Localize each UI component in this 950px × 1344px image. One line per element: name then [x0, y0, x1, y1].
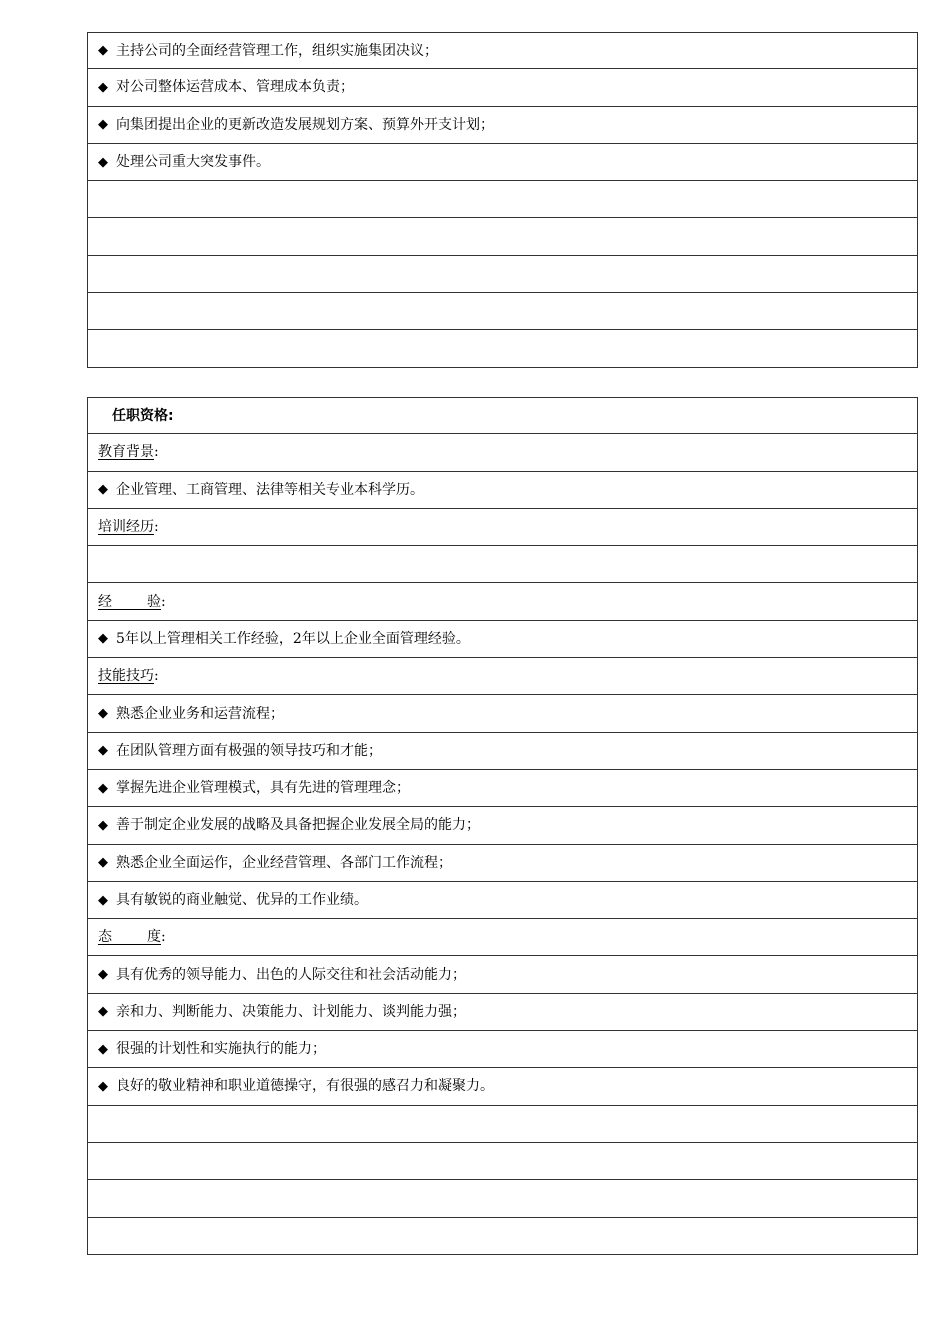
- diamond-bullet-icon: ◆: [98, 855, 108, 871]
- skill-text: 具有敏锐的商业触觉、优异的工作业绩。: [116, 892, 368, 908]
- skill-row: [87, 845, 918, 882]
- duty-row: [87, 32, 918, 69]
- qualifications-heading: 任职资格:: [87, 397, 918, 434]
- empty-row: [87, 330, 918, 367]
- skill-text: 善于制定企业发展的战略及具备把握企业发展全局的能力；: [116, 817, 480, 834]
- education-row: [87, 472, 918, 509]
- diamond-bullet-icon: ◆: [98, 1041, 108, 1057]
- duty-text: 主持公司的全面经营管理工作，组织实施集团决议；: [116, 42, 438, 59]
- attitude-text: 亲和力、判断能力、决策能力、计划能力、谈判能力强；: [116, 1003, 466, 1020]
- diamond-bullet-icon: ◆: [98, 817, 108, 833]
- diamond-bullet-icon: ◆: [98, 482, 108, 498]
- label-colon: :: [154, 519, 159, 536]
- empty-row: [87, 293, 918, 330]
- empty-row: [87, 181, 918, 218]
- empty-row: [87, 1143, 918, 1180]
- attitude-label: 态 度: [98, 929, 161, 946]
- duty-text: 处理公司重大突发事件。: [116, 154, 270, 171]
- experience-row: [87, 621, 918, 658]
- diamond-bullet-icon: ◆: [98, 743, 108, 759]
- empty-row: [87, 256, 918, 293]
- label-colon: :: [154, 444, 159, 461]
- diamond-bullet-icon: ◆: [98, 79, 108, 95]
- duty-row: [87, 69, 918, 106]
- diamond-bullet-icon: ◆: [98, 1078, 108, 1094]
- education-text: 企业管理、工商管理、法律等相关专业本科学历。: [116, 481, 424, 498]
- duty-row: [87, 107, 918, 144]
- experience-label: 经 验: [98, 593, 161, 610]
- attitude-row: [87, 956, 918, 993]
- attitude-text: 良好的敬业精神和职业道德操守，有很强的感召力和凝聚力。: [116, 1078, 494, 1095]
- diamond-bullet-icon: ◆: [98, 117, 108, 133]
- label-colon: :: [161, 929, 166, 946]
- duty-text: 对公司整体运营成本、管理成本负责；: [116, 79, 354, 96]
- skill-text: 掌握先进企业管理模式，具有先进的管理理念；: [116, 780, 410, 797]
- attitude-row: [87, 1068, 918, 1105]
- label-colon: :: [154, 668, 159, 685]
- skill-text: 在团队管理方面有极强的领导技巧和才能；: [116, 742, 382, 759]
- training-label: 培训经历: [98, 519, 154, 536]
- attitude-text: 具有优秀的领导能力、出色的人际交往和社会活动能力；: [116, 966, 466, 983]
- empty-row: [87, 1180, 918, 1217]
- empty-row: [87, 546, 918, 583]
- attitude-row: [87, 994, 918, 1031]
- diamond-bullet-icon: ◆: [98, 892, 108, 908]
- skills-label-row: [87, 658, 918, 695]
- experience-label-row: [87, 583, 918, 620]
- diamond-bullet-icon: ◆: [98, 43, 108, 59]
- skill-row: [87, 807, 918, 844]
- duties-table: [87, 32, 918, 368]
- duty-row: [87, 144, 918, 181]
- diamond-bullet-icon: ◆: [98, 706, 108, 722]
- attitude-row: [87, 1031, 918, 1068]
- skill-row: [87, 770, 918, 807]
- skill-row: [87, 695, 918, 732]
- skills-label: 技能技巧: [98, 668, 154, 685]
- empty-row: [87, 1218, 918, 1255]
- attitude-label-row: [87, 919, 918, 956]
- education-label-row: [87, 434, 918, 471]
- training-label-row: [87, 509, 918, 546]
- qualifications-table: [87, 397, 918, 1255]
- diamond-bullet-icon: ◆: [98, 967, 108, 983]
- duty-text: 向集团提出企业的更新改造发展规划方案、预算外开支计划；: [116, 116, 494, 133]
- empty-row: [87, 1106, 918, 1143]
- label-colon: :: [161, 593, 166, 610]
- diamond-bullet-icon: ◆: [98, 1004, 108, 1020]
- diamond-bullet-icon: ◆: [98, 154, 108, 170]
- diamond-bullet-icon: ◆: [98, 780, 108, 796]
- empty-row: [87, 218, 918, 255]
- experience-text: 5年以上管理相关工作经验，2年以上企业全面管理经验。: [116, 630, 470, 647]
- skill-row: [87, 882, 918, 919]
- skill-row: [87, 733, 918, 770]
- education-label: 教育背景: [98, 444, 154, 461]
- attitude-text: 很强的计划性和实施执行的能力；: [116, 1041, 326, 1058]
- diamond-bullet-icon: ◆: [98, 631, 108, 647]
- skill-text: 熟悉企业全面运作，企业经营管理、各部门工作流程；: [116, 854, 452, 871]
- skill-text: 熟悉企业业务和运营流程；: [116, 705, 284, 722]
